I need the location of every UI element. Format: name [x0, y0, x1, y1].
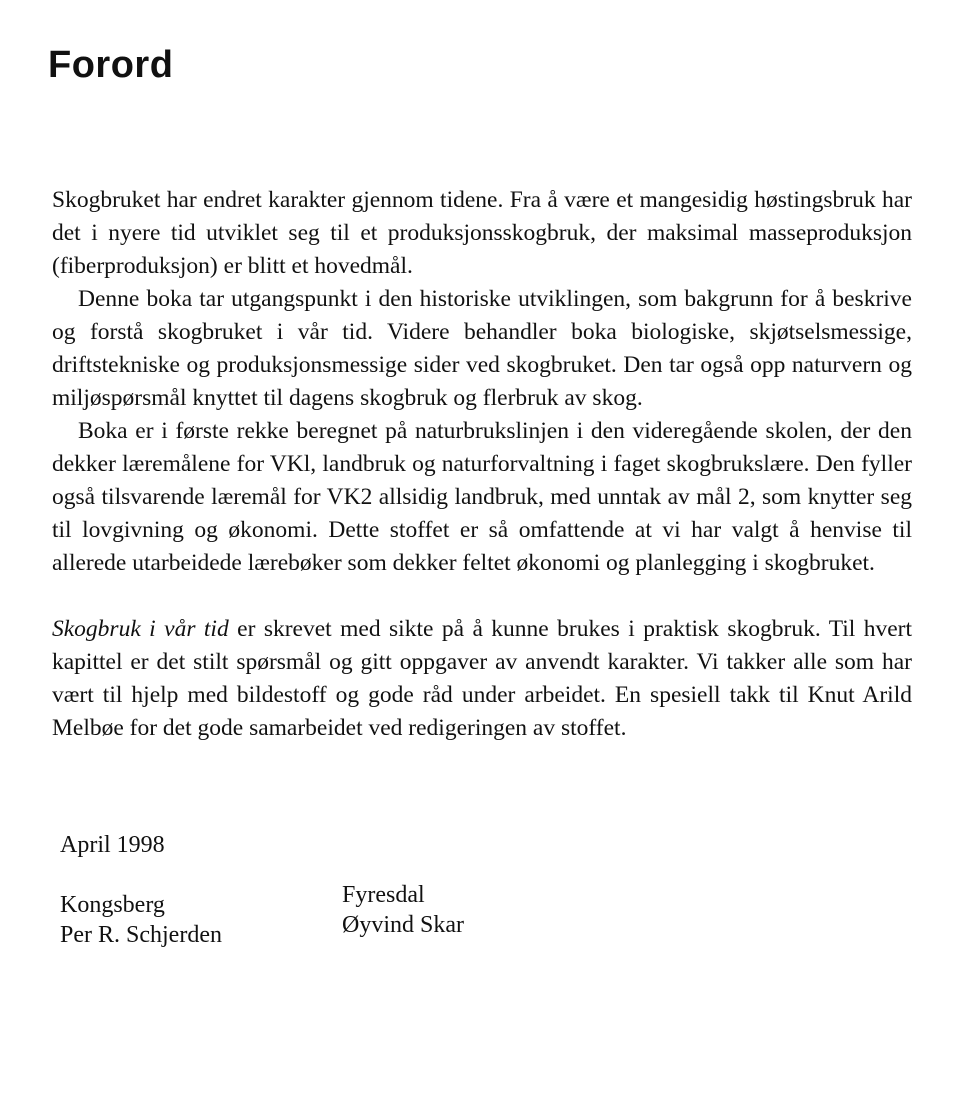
- signature-left-place: Kongsberg: [60, 892, 165, 918]
- signature-right-name: Øyvind Skar: [342, 912, 464, 938]
- paragraph-2: Denne boka tar utgangspunkt i den historiske utviklingen, som bakgrunn for å beskrive og forstå skogbruket i vår tid. Videre behandler boka biologiske, skjøtselsmessige, driftstekniske og produksjonsmessige sider ved skogbruket. Den tar også opp naturvern og miljøspørsmål knyttet til dagens skogbruk og flerbruk av skog.: [52, 286, 912, 411]
- foreword-body: [52, 184, 912, 745]
- signature-right-place: Fyresdal: [342, 882, 425, 908]
- paragraph-1: Skogbruket har endret karakter gjennom tidene. Fra å være et mangesidig høstingsbruk har det i nyere tid utviklet seg til et produksjonsskogbruk, der maksimal masseproduksjon (fiberproduksjon) er blitt et hovedmål.: [52, 187, 912, 279]
- signature-right: [342, 880, 464, 940]
- paragraph-4-text: er skrevet med sikte på å kunne brukes i praktisk skogbruk. Til hvert kapittel er det stilt spørsmål og gitt oppgaver av anvendt karakter. Vi takker alle som har vært til hjelp med bildestoff og gode råd under arbeidet. En spesiell takk til Knut Arild Melbøe for det gode samarbeidet ved redigeringen av stoffet.: [52, 616, 913, 741]
- book-title: Skogbruk i vår tid: [52, 616, 229, 642]
- paragraph-3: Boka er i første rekke beregnet på naturbrukslinjen i den videregående skolen, der den dekker læremålene for VKl, landbruk og naturforvaltning i faget skogbrukslære. Den fyller også tilsvarende læremål for VK2 allsidig landbruk, med unntak av mål 2, som knytter seg til lovgivning og økonomi. Dette stoffet er så omfattende at vi har valgt å henvise til allerede utarbeidede lærebøker som dekker feltet økonomi og planlegging i skogbruket.: [52, 418, 912, 576]
- page-title: Forord: [48, 44, 174, 86]
- paragraph-4: [52, 613, 912, 745]
- signature-left: [60, 890, 222, 950]
- signature-left-name: Per R. Schjerden: [60, 922, 222, 948]
- date-line: April 1998: [60, 832, 165, 858]
